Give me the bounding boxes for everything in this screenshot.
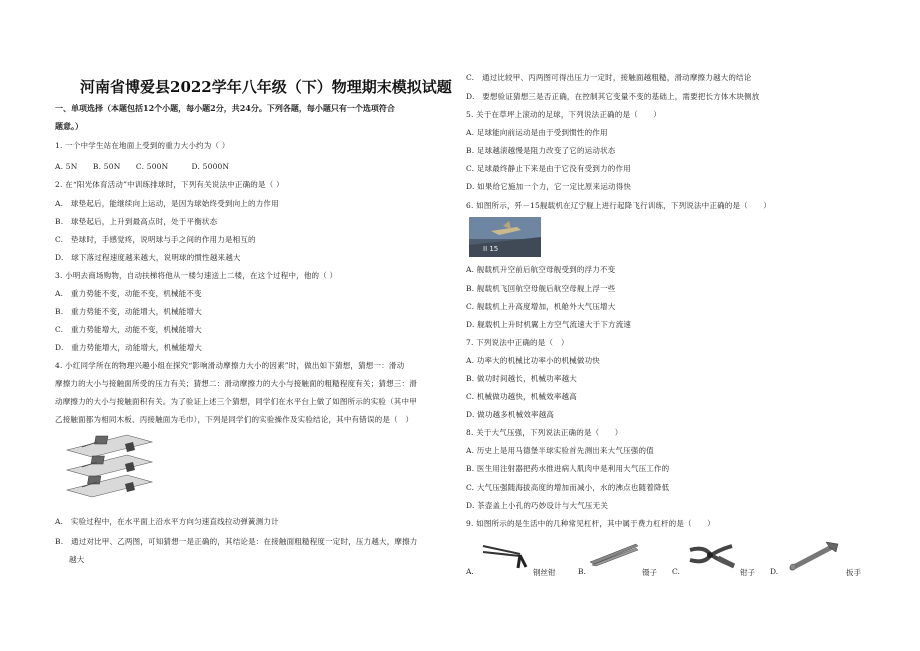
- q3-option-d: D. 重力势能增大，动能增大，机械能增大: [55, 343, 203, 352]
- q6-option-d: D. 舰载机上升时机翼上方空气流速大于下方流速: [466, 320, 632, 329]
- ship-hull-number: II 15: [483, 245, 499, 253]
- q4-stem-line4: 乙接触面都为相同木板、丙接触面为毛巾），下列是同学们的实验操作及实验结论，其中有错误的是（ ）: [55, 415, 414, 424]
- q9-stem: 9. 如图所示的是生活中的几种常见杠杆，其中属于费力杠杆的是（ ）: [466, 519, 715, 528]
- q7-option-c: C. 机械做功越快，机械效率越高: [466, 392, 577, 401]
- q3-option-a: A. 重力势能不变，动能不变，机械能不变: [55, 289, 202, 298]
- q7-stem: 7. 下列说法中正确的是（ ）: [466, 338, 569, 347]
- q4-option-c: C. 通过比较甲、丙两图可得出压力一定时，接触面越粗糙，滑动摩擦力越大的结论: [466, 73, 752, 82]
- q8-option-d: D. 茶壶盖上小孔的巧妙设计与大气压无关: [466, 501, 609, 510]
- q6-option-c: C. 舰载机上升高度增加，机舱外大气压增大: [466, 302, 616, 311]
- q6-option-a: A. 舰载机升空前后航空母舰受到的浮力不变: [466, 265, 616, 274]
- q9-option-d-caption: 扳手: [846, 568, 861, 577]
- friction-experiment-figure: [57, 430, 177, 510]
- q2-option-b: B. 球垫起后，上升到最高点时，处于平衡状态: [55, 217, 218, 226]
- q8-option-a: A. 历史上是用马德堡半球实验首先测出来大气压强的值: [466, 446, 654, 455]
- q5-option-c: C. 足球最终静止下来是由于它没有受到力的作用: [466, 164, 631, 173]
- q5-option-d: D. 如果给它施加一个力，它一定比原来运动得快: [466, 182, 632, 191]
- q9-option-b-letter: B.: [578, 567, 586, 576]
- section-heading-cont: 题意。）: [55, 121, 83, 131]
- section-heading: 一、单项选择（本题包括12个小题，每小题2分，共24分。下列各题，每小题只有一个选项符合: [55, 103, 395, 113]
- q1-options: A. 5N B. 50N C. 500N D. 5000N: [55, 162, 230, 171]
- q9-option-c-letter: C.: [672, 567, 680, 576]
- q3-stem: 3. 小明去商场购物，自动扶梯将他从一楼匀速送上二楼，在这个过程中，他的（ ）: [55, 271, 338, 280]
- q4-option-d: D. 要想验证猜想三是否正确，在控制其它变量不变的基础上，需要把长方体木块侧放: [466, 92, 760, 101]
- page-title: 河南省博爱县2022学年八年级（下）物理期末模拟试题: [80, 78, 452, 96]
- q4-stem-line3: 动摩擦力的大小与接触面积有关。为了验证上述三个猜想，同学们在水平台上做了如图所示的实验（其中甲: [55, 397, 417, 406]
- wrench-icon: [782, 538, 842, 574]
- q2-stem: 2. 在“阳光体育活动”中训练排球时，下列有关说法中正确的是（ ）: [55, 180, 284, 189]
- q5-option-a: A. 足球能向前运动是由于受到惯性的作用: [466, 128, 608, 137]
- wire-cutters-icon: [480, 540, 530, 570]
- q7-option-d: D. 做功越多机械效率越高: [466, 410, 555, 419]
- q9-option-d-letter: D.: [770, 567, 779, 576]
- q2-option-a: A. 球垫起后，能继续向上运动，是因为球始终受到向上的力作用: [55, 199, 279, 208]
- q6-option-b: B. 舰载机飞回航空母舰后航空母舰上浮一些: [466, 284, 616, 293]
- q3-option-b: B. 重力势能不变，动能增大，机械能增大: [55, 307, 202, 316]
- q7-option-b: B. 做功时间越长，机械功率越大: [466, 374, 577, 383]
- q2-option-c: C. 垫球时，手感觉疼，说明球与手之间的作用力是相互的: [55, 235, 256, 244]
- tweezers-icon: [588, 540, 640, 568]
- q4-option-b: B. 通过对比甲、乙两图，可知猜想一是正确的，其结论是：在接触面粗糙程度一定时，压力越大，摩擦力: [55, 537, 418, 546]
- q8-option-b: B. 医生用注射器把药水推进病人肌肉中是利用大气压工作的: [466, 464, 670, 473]
- q7-option-a: A. 功率大的机械比功率小的机械做功快: [466, 356, 600, 365]
- q4-option-a: A. 实验过程中，在水平面上沿水平方向匀速直线拉动弹簧测力计: [55, 517, 279, 526]
- q6-stem: 6. 如图所示，歼－15舰载机在辽宁舰上进行起降飞行训练，下列说法中正确的是（ ）: [466, 201, 771, 210]
- q9-option-a-caption: 钢丝钳: [533, 568, 556, 577]
- pliers-icon: [684, 540, 739, 572]
- q8-option-c: C. 大气压强随海拔高度的增加而减小，水的沸点也随着降低: [466, 483, 670, 492]
- q9-option-a-letter: A.: [466, 567, 474, 576]
- q3-option-c: C. 重力势能增大，动能不变，机械能增大: [55, 325, 202, 334]
- q4-option-b-cont: 越大: [69, 555, 85, 564]
- q4-stem-line1: 4. 小红同学所在的物理兴趣小组在探究“影响滑动摩擦力大小的因素”时，做出如下猜想，猜想一：滑动: [55, 361, 405, 370]
- q9-option-c-caption: 钳子: [740, 568, 755, 577]
- q5-option-b: B. 足球越滚越慢是阻力改变了它的运动状态: [466, 146, 616, 155]
- q8-stem: 8. 关于大气压强，下列说法正确的是（ ）: [466, 428, 623, 437]
- q5-stem: 5. 关于在草坪上滚动的足球，下列说法正确的是（ ）: [466, 110, 661, 119]
- q9-option-b-caption: 镊子: [642, 568, 657, 577]
- aircraft-carrier-photo: [469, 217, 541, 257]
- q2-option-d: D. 球下落过程速度越来越大，说明球的惯性越来越大: [55, 253, 241, 262]
- q4-stem-line2: 摩擦力的大小与接触面所受的压力有关；猜想二：滑动摩擦力的大小与接触面的粗糙程度有关；猜想三：滑: [55, 379, 417, 388]
- q1-stem: 1. 一个中学生站在地面上受到的重力大小约为（ ）: [55, 141, 230, 150]
